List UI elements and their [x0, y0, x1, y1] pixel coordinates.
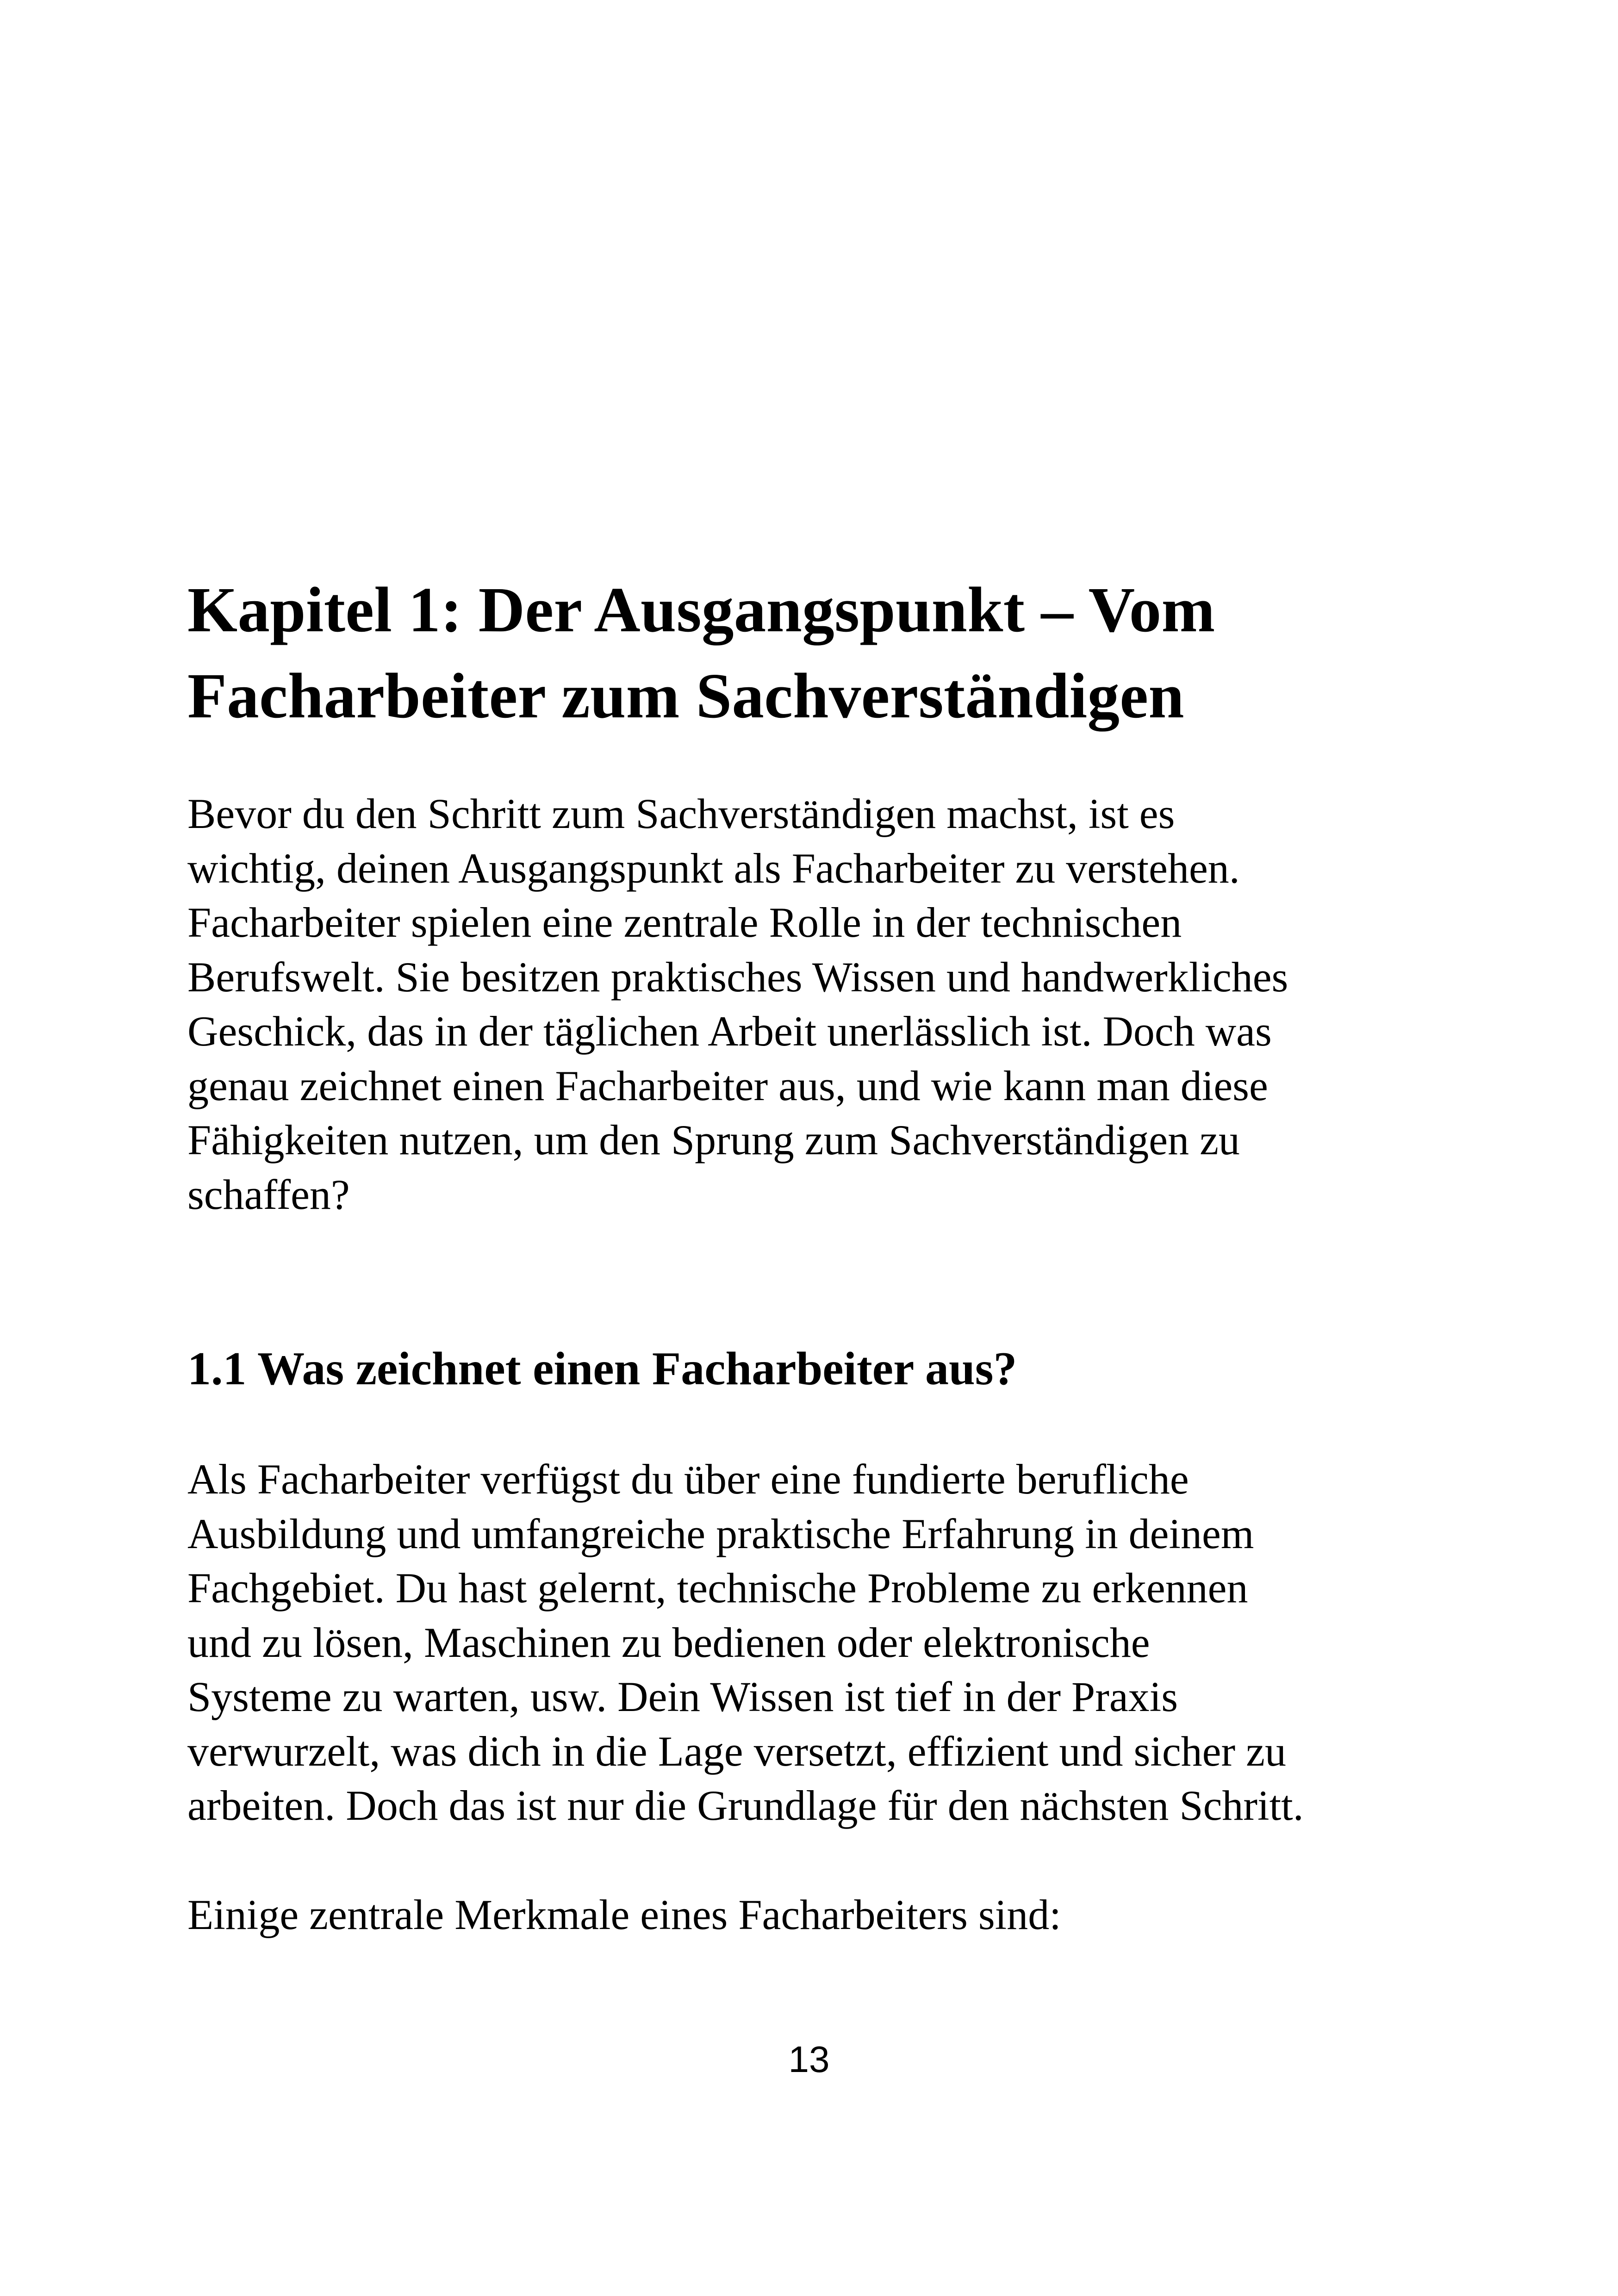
- text-line: Geschick, das in der täglichen Arbeit unerlässlich ist. Doch was: [187, 1008, 1272, 1055]
- text-line: Einige zentrale Merkmale eines Facharbeiters sind:: [187, 1891, 1061, 1938]
- text-line: genau zeichnet einen Facharbeiter aus, und wie kann man diese: [187, 1062, 1268, 1109]
- section-title: 1.1 Was zeichnet einen Facharbeiter aus?: [187, 1343, 1017, 1395]
- text-line: schaffen?: [187, 1170, 350, 1218]
- chapter-title: [187, 567, 1437, 739]
- list-intro-paragraph: [187, 1888, 1437, 1942]
- text-line: Facharbeiter spielen eine zentrale Rolle in der technischen: [187, 899, 1182, 946]
- text-line: Als Facharbeiter verfügst du über eine fundierte berufliche: [187, 1456, 1189, 1503]
- text-line: wichtig, deinen Ausgangspunkt als Facharbeiter zu verstehen.: [187, 844, 1240, 892]
- text-line: Bevor du den Schritt zum Sachverständigen machst, ist es: [187, 790, 1175, 837]
- text-line: Berufswelt. Sie besitzen praktisches Wissen und handwerkliches: [187, 953, 1288, 1001]
- text-line: und zu lösen, Maschinen zu bedienen oder elektronische: [187, 1618, 1150, 1666]
- text-line: arbeiten. Doch das ist nur die Grundlage für den nächsten Schritt.: [187, 1782, 1304, 1829]
- text-line: verwurzelt, was dich in die Lage versetzt, effizient und sicher zu: [187, 1727, 1286, 1775]
- text-line: Fähigkeiten nutzen, um den Sprung zum Sachverständigen zu: [187, 1116, 1240, 1164]
- text-line: Ausbildung und umfangreiche praktische Erfahrung in deinem: [187, 1510, 1254, 1557]
- page-number: 13: [788, 2039, 830, 2080]
- section-paragraph: [187, 1452, 1437, 1833]
- page-content: [187, 567, 1437, 1942]
- intro-paragraph: [187, 787, 1437, 1222]
- text-line: Systeme zu warten, usw. Dein Wissen ist tief in der Praxis: [187, 1673, 1178, 1720]
- chapter-title-line: Kapitel 1: Der Ausgangspunkt – Vom: [187, 574, 1215, 646]
- chapter-title-line: Facharbeiter zum Sachverständigen: [187, 660, 1184, 732]
- text-line: Fachgebiet. Du hast gelernt, technische Probleme zu erkennen: [187, 1564, 1248, 1612]
